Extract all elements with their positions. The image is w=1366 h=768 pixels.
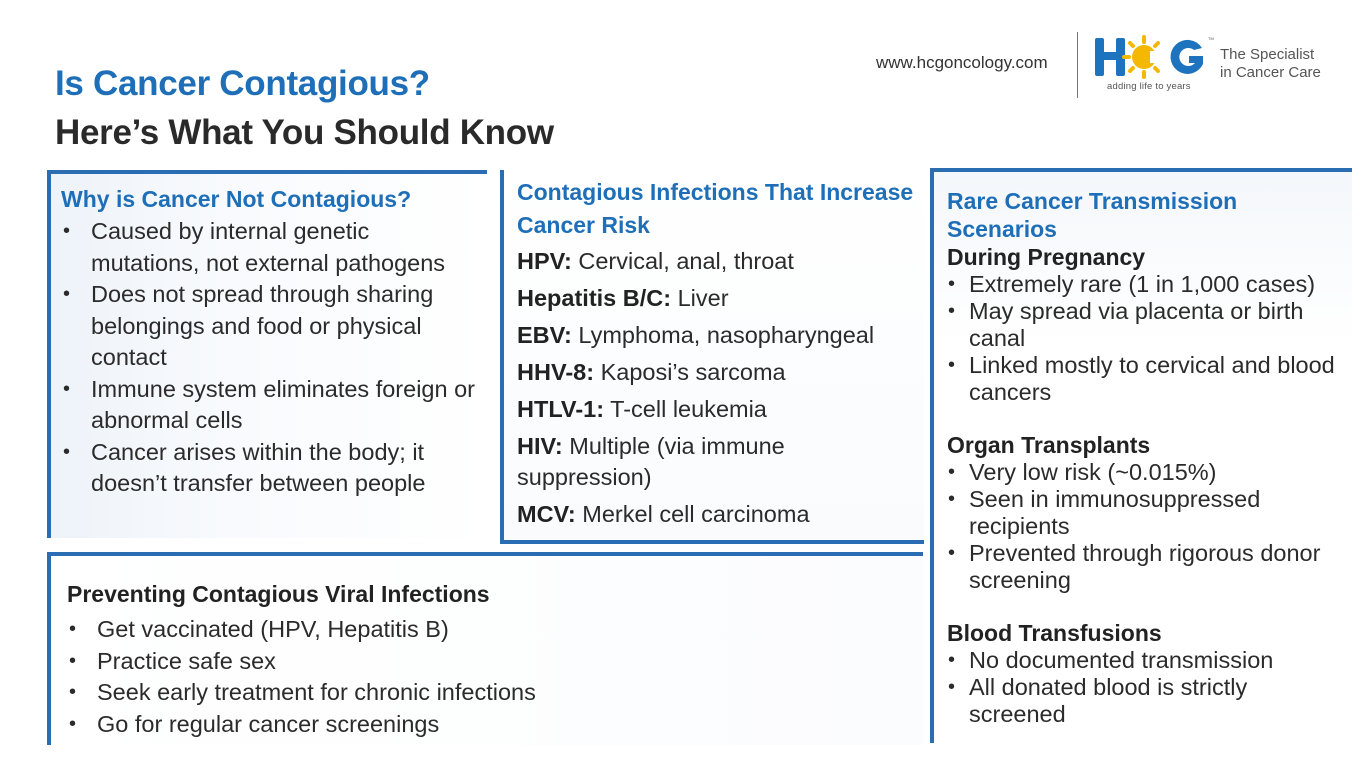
- infection-item: [517, 283, 922, 314]
- infection-name: HIV:: [517, 433, 563, 459]
- infection-name: HTLV-1:: [517, 396, 605, 422]
- sun-icon: [1124, 37, 1164, 77]
- list-item: • Practice safe sex: [67, 646, 536, 678]
- list-item: • Caused by internal genetic mutations, not external pathogens: [61, 216, 481, 279]
- preventing-card: [47, 552, 923, 745]
- section-list: [947, 271, 1349, 406]
- section-list: [947, 647, 1349, 728]
- not-contagious-title: Why is Cancer Not Contagious?: [61, 186, 412, 212]
- list-item: • Extremely rare (1 in 1,000 cases): [947, 271, 1349, 298]
- svg-text:TM: TM: [1208, 36, 1214, 41]
- infections-list: [517, 246, 922, 536]
- infection-item: [517, 246, 922, 277]
- infections-title: Contagious Infections That Increase Cancer Risk: [517, 179, 914, 238]
- list-item: • All donated blood is strictly screened: [947, 674, 1349, 728]
- section-heading: During Pregnancy: [947, 244, 1146, 270]
- website-link[interactable]: www.hcgoncology.com: [876, 53, 1048, 72]
- page-subtitle: Here’s What You Should Know: [55, 113, 554, 152]
- infection-desc: Kaposi’s sarcoma: [600, 359, 786, 385]
- infection-desc: Multiple (via immune suppression): [517, 433, 785, 490]
- infection-item: [517, 394, 922, 425]
- not-contagious-card: [47, 170, 487, 538]
- not-contagious-list: [61, 216, 481, 500]
- infection-name: EBV:: [517, 322, 572, 348]
- page-title: Is Cancer Contagious?: [55, 64, 430, 103]
- list-item: • Seek early treatment for chronic infections: [67, 677, 536, 709]
- list-item: • Prevented through rigorous donor screening: [947, 540, 1349, 594]
- infections-card: [500, 170, 924, 544]
- tagline-line2: in Cancer Care: [1220, 64, 1321, 81]
- rare-transmission-card: [930, 168, 1352, 743]
- infection-desc: Lymphoma, nasopharyngeal: [578, 322, 875, 348]
- pregnancy-section: [947, 244, 1349, 406]
- list-item: • Linked mostly to cervical and blood cancers: [947, 352, 1349, 406]
- infection-item: [517, 499, 922, 530]
- tagline: [1220, 46, 1321, 82]
- list-item: • May spread via placenta or birth canal: [947, 298, 1349, 352]
- infection-desc: Merkel cell carcinoma: [582, 501, 810, 527]
- infection-item: [517, 431, 922, 493]
- infection-name: MCV:: [517, 501, 576, 527]
- logo-subtext: adding life to years: [1107, 81, 1191, 92]
- section-list: [947, 459, 1349, 594]
- infection-desc: T-cell leukemia: [610, 396, 767, 422]
- list-item: • Get vaccinated (HPV, Hepatitis B): [67, 614, 536, 646]
- list-item: • No documented transmission: [947, 647, 1349, 674]
- section-heading: Organ Transplants: [947, 432, 1151, 458]
- header-divider: [1077, 32, 1078, 98]
- tagline-line1: The Specialist: [1220, 46, 1315, 63]
- rare-sections: [947, 244, 1349, 754]
- infection-name: HPV:: [517, 248, 572, 274]
- list-item: • Does not spread through sharing belongings and food or physical contact: [61, 279, 481, 374]
- preventing-list: [67, 614, 536, 740]
- infection-name: HHV-8:: [517, 359, 595, 385]
- section-heading: Blood Transfusions: [947, 620, 1162, 646]
- list-item: • Seen in immunosuppressed recipients: [947, 486, 1349, 540]
- infection-desc: Cervical, anal, throat: [578, 248, 794, 274]
- infection-item: [517, 320, 922, 351]
- organ-transplant-section: [947, 432, 1349, 594]
- list-item: • Go for regular cancer screenings: [67, 709, 536, 741]
- rare-transmission-title: Rare Cancer Transmission Scenarios: [947, 188, 1238, 242]
- blood-transfusion-section: [947, 620, 1349, 728]
- list-item: • Very low risk (~0.015%): [947, 459, 1349, 486]
- infection-name: Hepatitis B/C:: [517, 285, 672, 311]
- infection-desc: Liver: [677, 285, 729, 311]
- preventing-title: Preventing Contagious Viral Infections: [67, 581, 490, 607]
- infection-item: [517, 357, 922, 388]
- list-item: • Cancer arises within the body; it doesn’t transfer between people: [61, 437, 481, 500]
- list-item: • Immune system eliminates foreign or abnormal cells: [61, 374, 481, 437]
